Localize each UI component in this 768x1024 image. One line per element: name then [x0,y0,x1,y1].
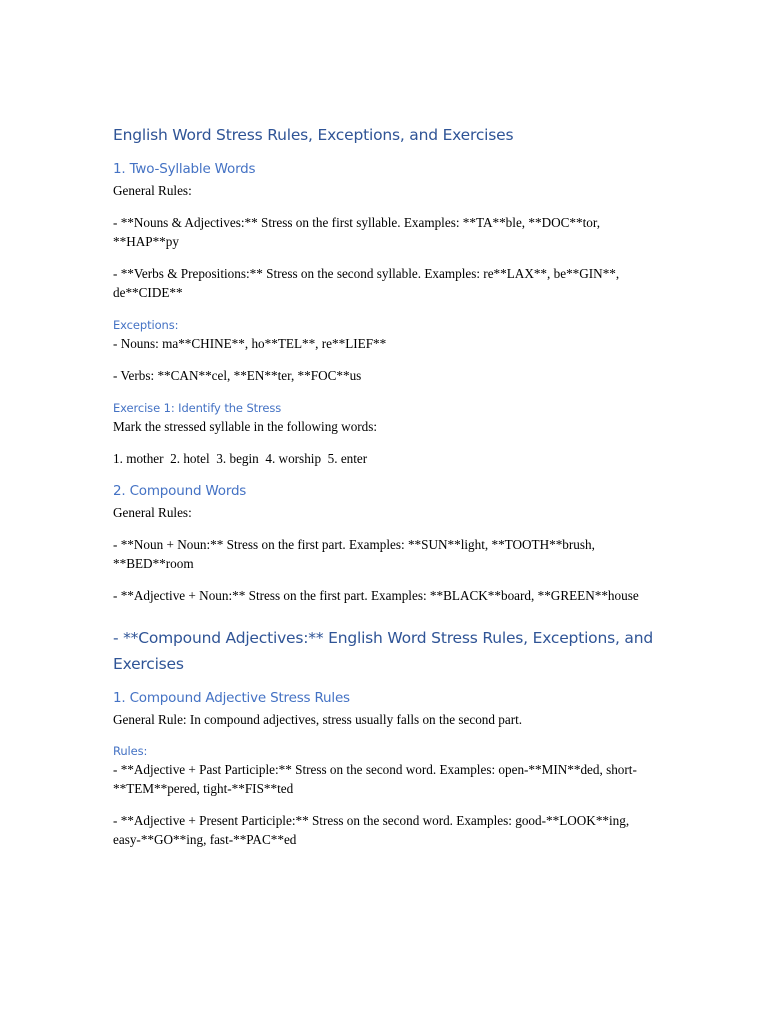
section-heading-compound-words: 2. Compound Words [113,483,247,499]
rule-past-participle: - **Adjective + Past Participle:** Stress on the second word. Examples: open-**MIN**ded, short-**TEM**pered, tight-**FIS**ted [113,762,637,796]
rule-verbs-prepositions: - **Verbs & Prepositions:** Stress on the second syllable. Examples: re**LAX**, be**GIN**, de**CIDE** [113,266,620,300]
general-rule: General Rule: In compound adjectives, stress usually falls on the second part. [113,712,523,727]
rule-nouns-adjectives: - **Nouns & Adjectives:** Stress on the first syllable. Examples: **TA**ble, **DOC**tor, **HAP**py [113,215,601,249]
exception-verbs: - Verbs: **CAN**cel, **EN**ter, **FOC**us [113,368,362,383]
general-rules-label: General Rules: [113,183,192,198]
rule-noun-noun: - **Noun + Noun:** Stress on the first part. Examples: **SUN**light, **TOOTH**brush, **BED**room [113,537,595,571]
general-rules-label: General Rules: [113,505,192,520]
exceptions-heading: Exceptions: [113,318,179,332]
exercise-instruction: Mark the stressed syllable in the following words: [113,419,378,434]
section-heading-two-syllable: 1. Two-Syllable Words [113,161,256,177]
section-heading-compound-adjective-rules: 1. Compound Adjective Stress Rules [113,690,350,706]
rule-present-participle: - **Adjective + Present Participle:** Stress on the second word. Examples: good-**LOOK**ing, easy-**GO**ing, fast-**PAC**ed [113,813,630,847]
exercise-items: 1. mother 2. hotel 3. begin 4. worship 5. enter [113,451,368,466]
document-title-compound-adjectives: - **Compound Adjectives:** English Word Stress Rules, Exceptions, and Exercises [113,629,653,673]
document-page [113,122,653,849]
rule-adjective-noun: - **Adjective + Noun:** Stress on the first part. Examples: **BLACK**board, **GREEN**house [113,588,639,603]
document-title: English Word Stress Rules, Exceptions, and Exercises [113,126,514,144]
exercise-heading: Exercise 1: Identify the Stress [113,401,282,415]
exception-nouns: - Nouns: ma**CHINE**, ho**TEL**, re**LIEF** [113,336,387,351]
rules-heading: Rules: [113,744,148,758]
